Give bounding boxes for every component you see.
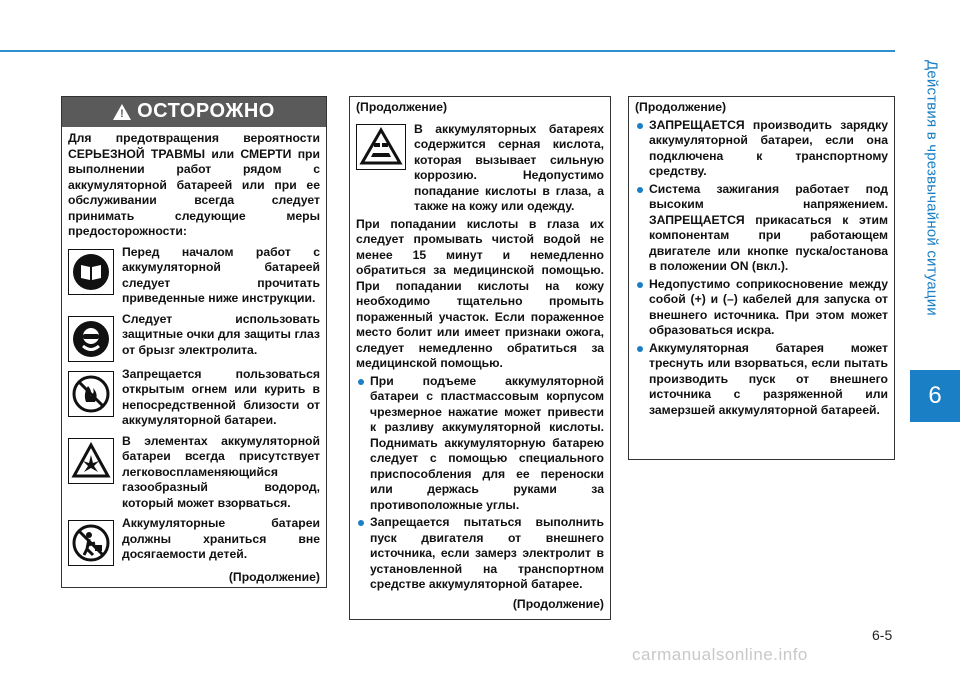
warning-item (62, 309, 326, 364)
warning-item (62, 242, 326, 309)
bullet-list (629, 118, 894, 419)
chapter-number-tab: 6 (910, 370, 960, 422)
continued-heading: (Продолжение) (635, 100, 727, 114)
safety-goggles-icon (68, 316, 114, 362)
chapter-side-title: Действия в чрезвычайной ситуации (923, 60, 941, 316)
acid-warning-text: В аккумуляторных батареях содержится серная кислота, которая вызывает сильную коррозию. Недопустимо попадание кислоты в глаза, а также на кожу или одежду. (414, 121, 604, 213)
warning-item-text: Перед началом работ с аккумуляторной батареей следует прочитать приведенные ниже инструкции. (122, 244, 320, 305)
list-item: При подъеме аккумуляторной батареи с пластмассовым корпусом чрезмерное нажатие может привести к разливу аккумуляторной кислоты. Поднимать аккумуляторную батарею следует с помощью специального приспособления для ее переноски или держась руками за противоположные углы. (356, 374, 604, 514)
corrosive-acid-icon (356, 124, 406, 170)
list-item: Запрещается пытаться выполнить пуск двигателя от внешнего источника, если замерз электролит в установленной на транспортном средстве аккумуляторной батарее. (356, 515, 604, 593)
warning-item-text: Аккумуляторные батареи должны храниться вне досягаемости детей. (122, 516, 320, 561)
warning-header (62, 97, 326, 127)
warning-item (62, 513, 326, 568)
column-two (349, 96, 611, 620)
column-three (628, 96, 895, 460)
list-item: ЗАПРЕЩАЕТСЯ производить зарядку аккумуляторной батареи, если она подключена к транспортному средству. (635, 118, 888, 180)
warning-title: ОСТОРОЖНО (137, 100, 275, 123)
list-item: Система зажигания работает под высоким напряжением. ЗАПРЕЩАЕТСЯ прикасаться к этим компонентам при работающем двигателе или кнопке пуска/останова в положении ON (вкл.). (635, 182, 888, 275)
warning-item-text: В элементах аккумуляторной батареи всегда присутствует легковоспламеняющийся газообразный водород, который может взорваться. (122, 433, 320, 510)
warning-item (62, 364, 326, 431)
keep-away-children-icon (68, 520, 114, 566)
warning-item-text: Запрещается пользоваться открытым огнем или курить в непосредственной близости от аккумуляторной батареи. (122, 366, 320, 427)
manual-book-icon (68, 249, 114, 295)
continued-label: (Продолжение) (228, 570, 320, 584)
continued-heading: (Продолжение) (356, 100, 448, 114)
acid-warning (350, 118, 610, 215)
warning-intro: Для предотвращения вероятности СЕРЬЕЗНОЙ ТРАВМЫ или СМЕРТИ при выполнении работ рядом с аккумуляторной батареей или при ее обслуживании всегда следует принимать следующие меры предосторожности: (68, 131, 320, 238)
warning-box (61, 96, 327, 588)
watermark: carmanualsonline.info (632, 645, 808, 664)
warning-item (62, 431, 326, 514)
continued-label: (Продолжение) (512, 596, 604, 611)
acid-first-aid-text: При попадании кислоты в глаза их следует промывать чистой водой не менее 15 минут и немедленно обратиться за медицинской помощью. При попадании кислоты на кожу необходимо тщательно промыть пораженный участок. Если пораженное место болит или имеет признаки ожога, следует немедленно обратиться за медицинской помощью. (356, 216, 604, 370)
warning-item-text: Следует использовать защитные очки для защиты глаз от брызг электролита. (122, 311, 320, 357)
list-item: Недопустимо соприкосновение между собой (+) и (–) кабелей для запуска от внешнего источника. При этом может образоваться искра. (635, 277, 888, 339)
warning-triangle-icon: ! (113, 104, 131, 120)
list-item: Аккумуляторная батарея может треснуть или взорваться, если пытать производить пуск от внешнего источника с разряженной или замерзшей аккумуляторной батареей. (635, 341, 888, 419)
bullet-list (350, 374, 610, 593)
no-open-flame-icon (68, 371, 114, 417)
header-rule (0, 50, 895, 52)
explosive-gas-icon (68, 438, 114, 484)
page-number: 6-5 (872, 627, 893, 643)
